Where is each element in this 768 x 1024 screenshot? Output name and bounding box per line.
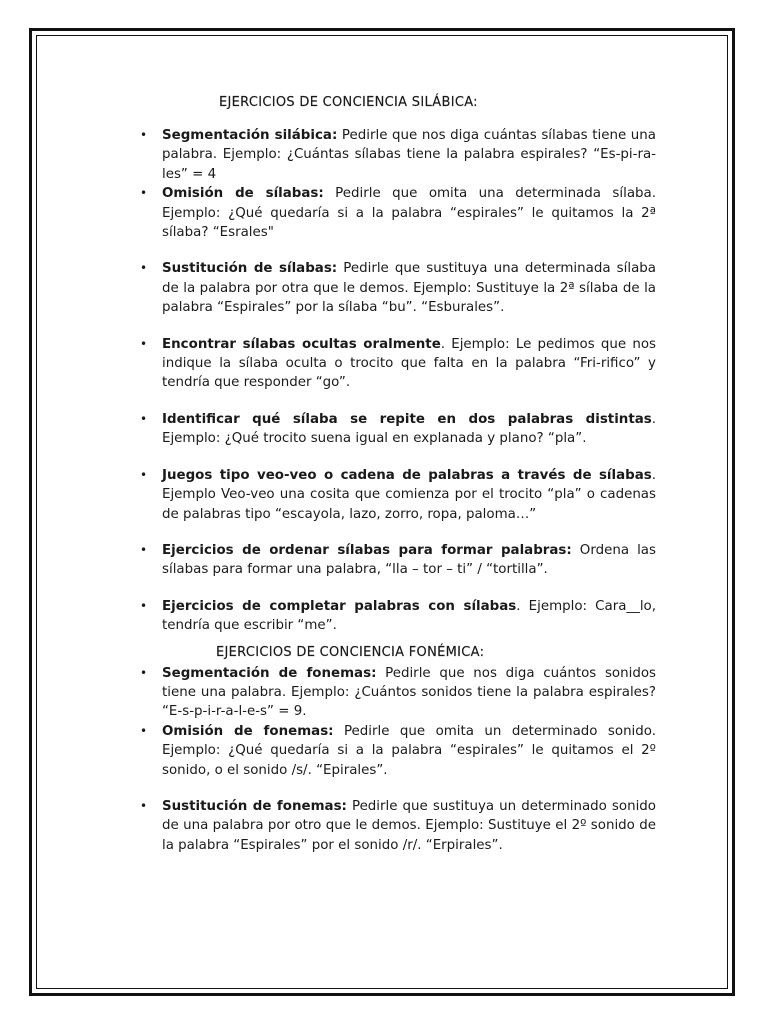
- bullet-icon: •: [140, 336, 148, 351]
- item-lead: Segmentación de fonemas:: [162, 665, 377, 681]
- bullet-icon: •: [140, 723, 148, 738]
- item-text: . Ejemplo Veo-veo una cosita que comienza por el trocito “pla” o cadenas de palabras tipo “escayola, lazo, zorro, ropa, paloma…”: [162, 467, 656, 522]
- document-body: [136, 94, 656, 855]
- item-text: Ordena las sílabas para formar una palabra, “lla – tor – ti” / “tortilla”.: [162, 542, 656, 578]
- list-item: [136, 466, 656, 524]
- item-text: . Ejemplo: ¿Qué trocito suena igual en explanada y plano? “pla”.: [162, 411, 656, 447]
- list-item: [136, 335, 656, 393]
- bullet-icon: •: [140, 411, 148, 426]
- bullet-icon: •: [140, 665, 148, 680]
- item-lead: Juegos tipo veo-veo o cadena de palabras a través de sílabas: [162, 467, 652, 483]
- item-lead: Omisión de fonemas:: [162, 723, 334, 739]
- list-fonemica: [136, 664, 656, 856]
- bullet-icon: •: [140, 798, 148, 813]
- bullet-icon: •: [140, 261, 148, 276]
- list-item: [136, 541, 656, 580]
- item-text: . Ejemplo: Cara__lo, tendría que escribir “me”.: [162, 598, 657, 634]
- bullet-icon: •: [140, 598, 148, 613]
- section-title-fonemica: EJERCICIOS DE CONCIENCIA FONÉMICA:: [216, 644, 485, 660]
- list-item: [136, 259, 656, 317]
- item-text: Pedirle que omita un determinado sonido. Ejemplo: ¿Qué quedaría si a la palabra “espirales” le quitamos el 2º sonido, o el sonido /s/. “Epirales”.: [162, 723, 656, 778]
- item-lead: Encontrar sílabas ocultas oralmente: [162, 336, 441, 352]
- list-item: [136, 664, 656, 722]
- section-title-silabica: EJERCICIOS DE CONCIENCIA SILÁBICA:: [219, 95, 478, 110]
- list-item: [136, 184, 656, 242]
- item-lead: Ejercicios de ordenar sílabas para formar palabras:: [162, 542, 572, 558]
- item-lead: Sustitución de fonemas:: [162, 798, 347, 814]
- list-item: [136, 722, 656, 780]
- item-text: . Ejemplo: Le pedimos que nos indique la sílaba oculta o trocito que falta en la palabra “Fri-rifico” y tendría que responder “go”.: [162, 336, 656, 391]
- list-silabica: [136, 126, 656, 636]
- bullet-icon: •: [140, 467, 148, 482]
- item-text: Pedirle que omita una determinada sílaba. Ejemplo: ¿Qué quedaría si a la palabra “espirales” le quitamos la 2ª sílaba? “Esrales": [162, 186, 657, 241]
- item-lead: Ejercicios de completar palabras con sílabas: [162, 598, 517, 614]
- item-text: Pedirle que sustituya una determinada sílaba de la palabra por otra que le demos. Ejemplo: Sustituye la 2ª sílaba de la palabra “Espirales” por la sílaba “bu”. “Esburales”.: [162, 261, 656, 316]
- bullet-icon: •: [140, 186, 148, 201]
- item-lead: Sustitución de sílabas:: [162, 261, 338, 277]
- list-item: [136, 597, 656, 636]
- item-text: Pedirle que sustituya un determinado sonido de una palabra por otro que le demos. Ejemplo: Sustituye el 2º sonido de la palabra “Espirales” por el sonido /r/. “Erpirales”.: [162, 798, 656, 853]
- bullet-icon: •: [140, 128, 148, 142]
- list-item: [136, 126, 656, 184]
- list-item: [136, 797, 656, 855]
- item-lead: Omisión de sílabas:: [162, 186, 324, 202]
- item-text: Pedirle que nos diga cuántos sonidos tiene una palabra. Ejemplo: ¿Cuántos sonidos tiene la palabra espirales? “E-s-p-i-r-a-l-e-s” = 9.: [162, 665, 656, 720]
- item-lead: Segmentación silábica:: [162, 128, 338, 143]
- bullet-icon: •: [140, 542, 148, 557]
- list-item: [136, 410, 656, 449]
- item-text: Pedirle que nos diga cuántas sílabas tiene una palabra. Ejemplo: ¿Cuántas sílabas tiene la palabra espirales? “Es-pi-ra-les” = 4: [162, 128, 656, 182]
- item-lead: Identificar qué sílaba se repite en dos palabras distintas: [162, 411, 652, 427]
